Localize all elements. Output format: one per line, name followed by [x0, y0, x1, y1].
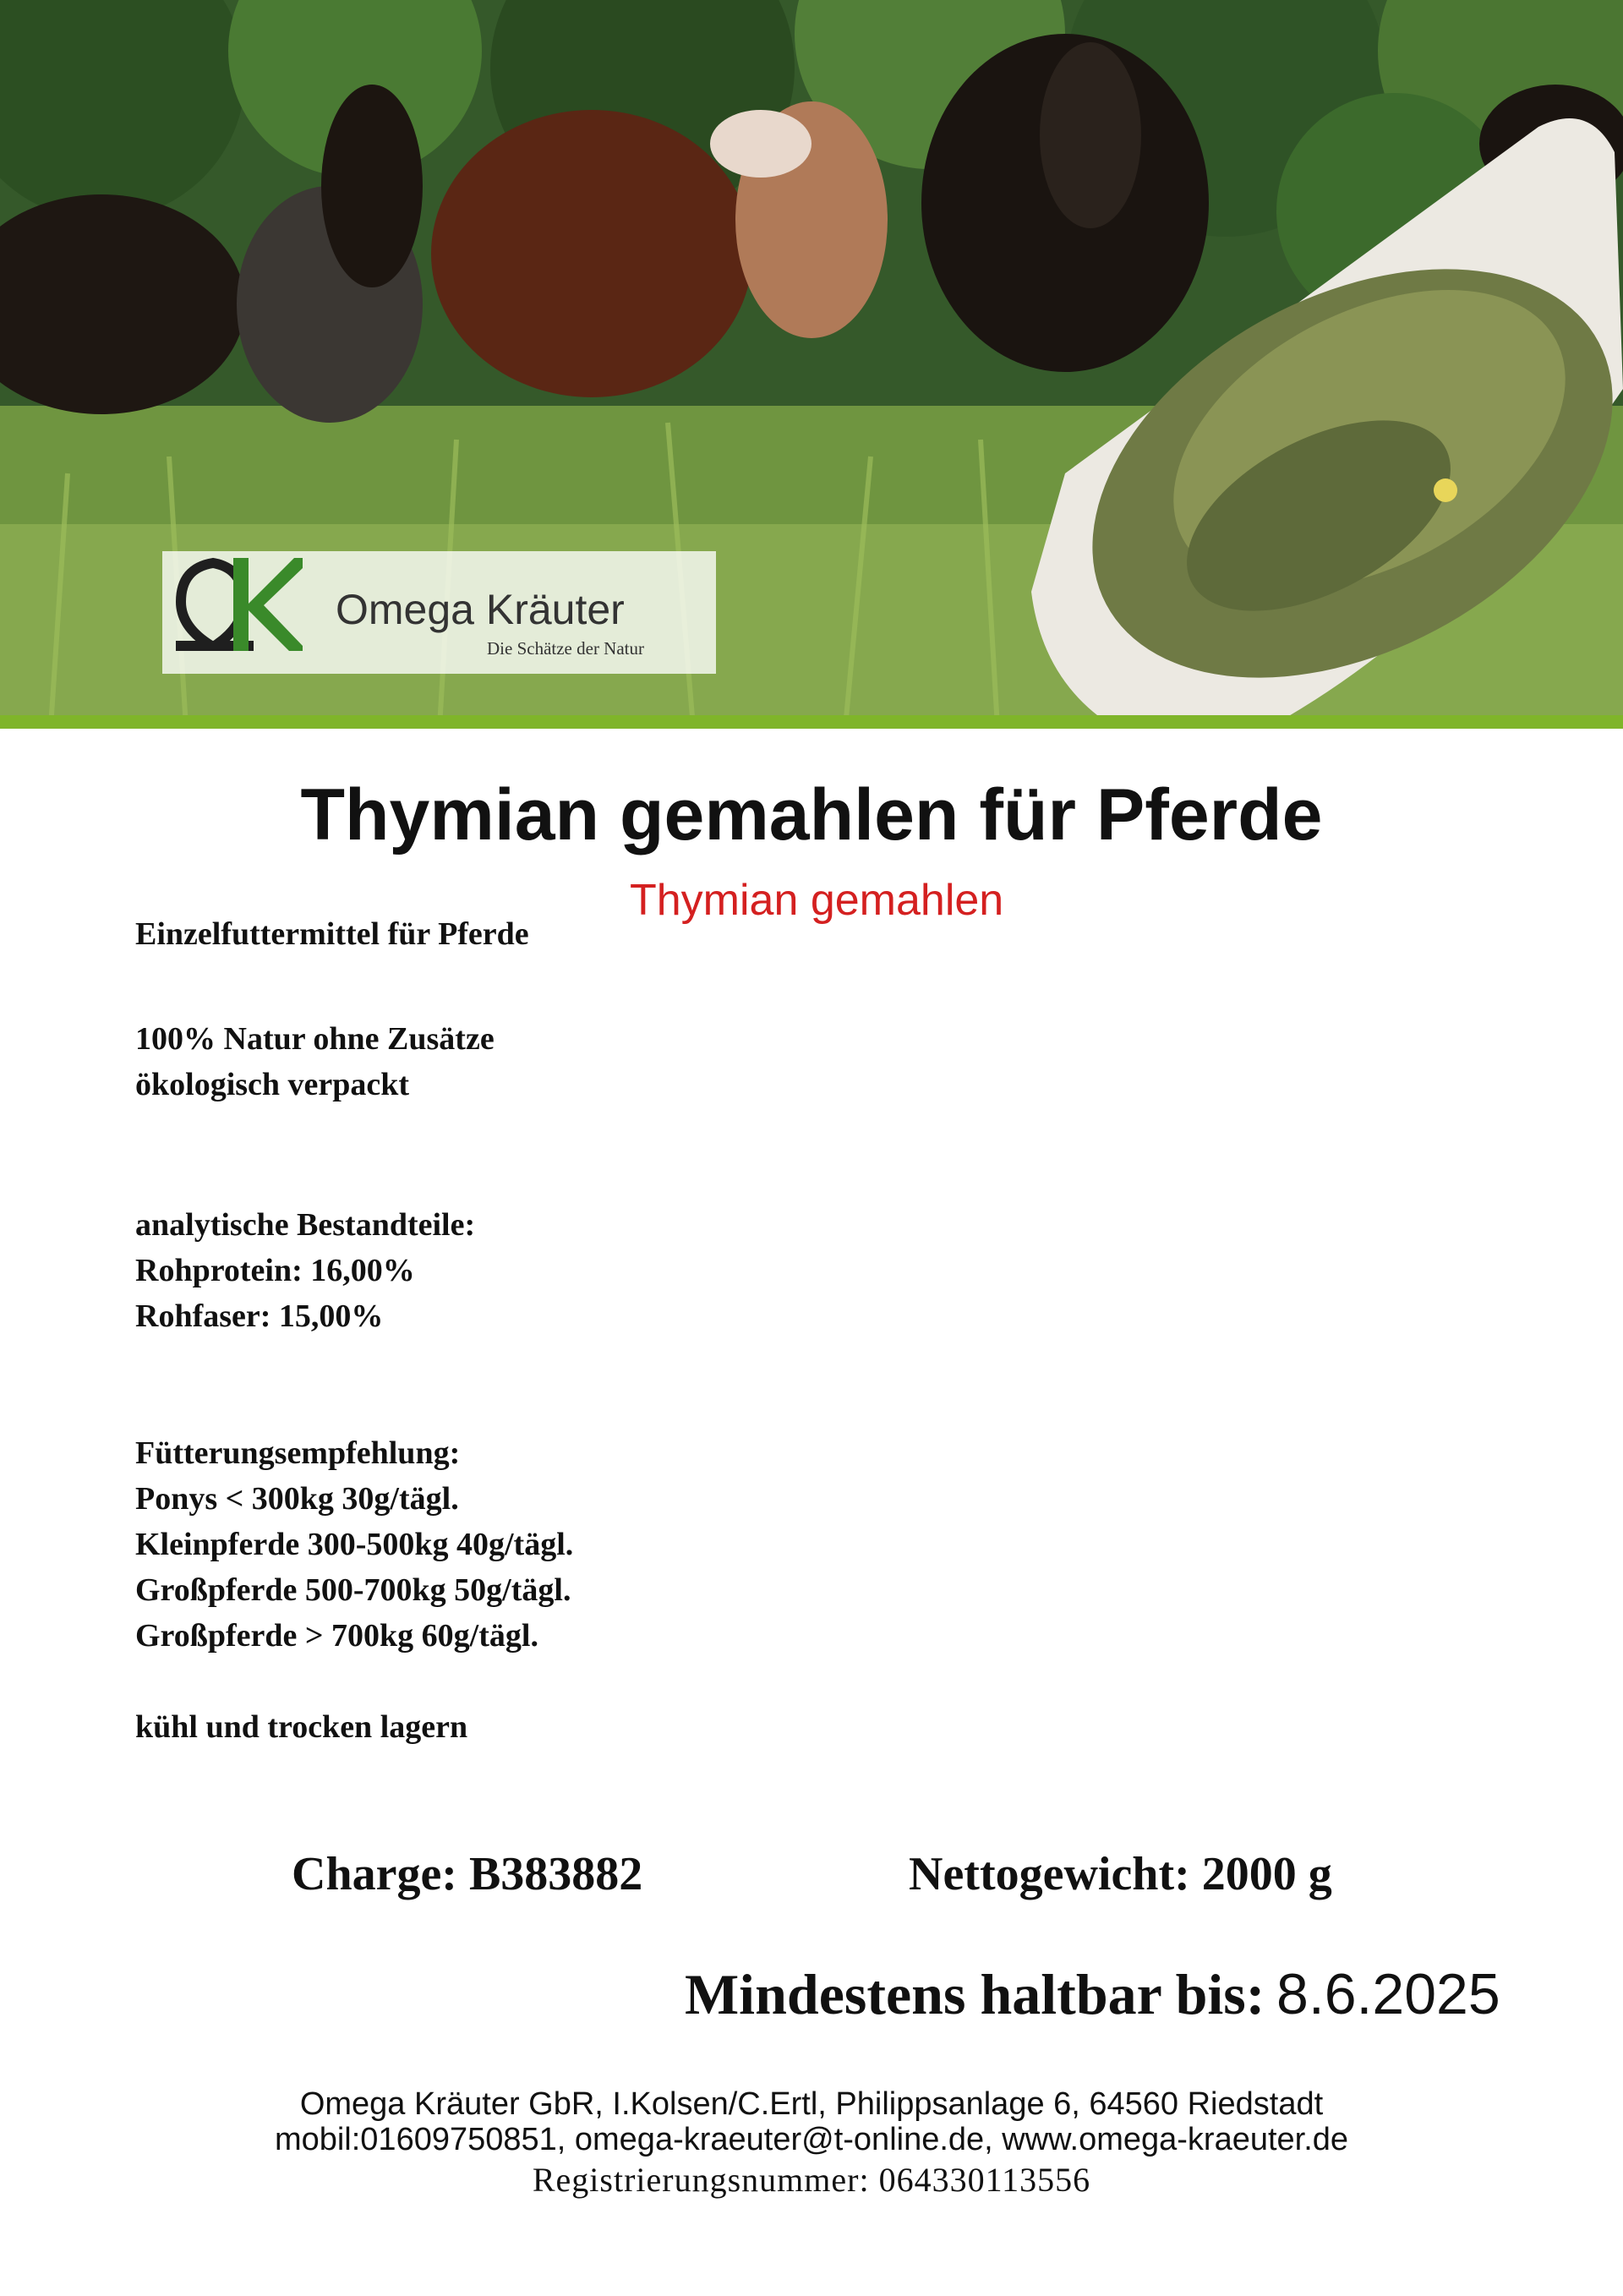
- product-title: Thymian gemahlen für Pferde: [300, 774, 1323, 856]
- best-before-date: 8.6.2025: [1276, 1962, 1500, 2026]
- net-weight: Nettogewicht: 2000 g: [909, 1848, 1332, 1900]
- brand-name: Omega Kräuter: [336, 586, 625, 633]
- best-before-label: Mindestens haltbar bis:: [685, 1962, 1265, 2026]
- analysis-heading: analytische Bestandteile:: [135, 1207, 476, 1243]
- omega-k-logo-icon: [162, 551, 306, 658]
- charge-number: Charge: B383882: [292, 1848, 643, 1900]
- accent-band: [0, 715, 1623, 729]
- feeding-item: Ponys < 300kg 30g/tägl.: [135, 1481, 459, 1517]
- footer-address: Omega Kräuter GbR, I.Kolsen/C.Ertl, Philippsanlage 6, 64560 Riedstadt: [299, 2086, 1324, 2122]
- analysis-item: Rohfaser: 15,00%: [135, 1298, 384, 1334]
- storage-note: kühl und trocken lagern: [135, 1709, 468, 1745]
- product-subtitle: Thymian gemahlen: [630, 876, 1004, 925]
- feeding-item: Großpferde > 700kg 60g/tägl.: [135, 1618, 538, 1654]
- analysis-item: Rohprotein: 16,00%: [135, 1253, 415, 1288]
- hero-image: [0, 0, 1623, 729]
- brand-logo: [162, 551, 716, 674]
- feeding-item: Großpferde 500-700kg 50g/tägl.: [135, 1572, 571, 1608]
- feature-line: ökologisch verpackt: [135, 1067, 410, 1102]
- feeding-heading: Fütterungsempfehlung:: [135, 1435, 461, 1471]
- feature-line: 100% Natur ohne Zusätze: [135, 1021, 495, 1057]
- footer-contact: mobil:01609750851, omega-kraeuter@t-online.de, www.omega-kraeuter.de: [274, 2122, 1349, 2157]
- product-type: Einzelfuttermittel für Pferde: [135, 916, 529, 952]
- footer-registration: Registrierungsnummer: 064330113556: [532, 2161, 1091, 2199]
- brand-tagline: Die Schätze der Natur: [487, 638, 644, 659]
- feeding-item: Kleinpferde 300-500kg 40g/tägl.: [135, 1527, 574, 1562]
